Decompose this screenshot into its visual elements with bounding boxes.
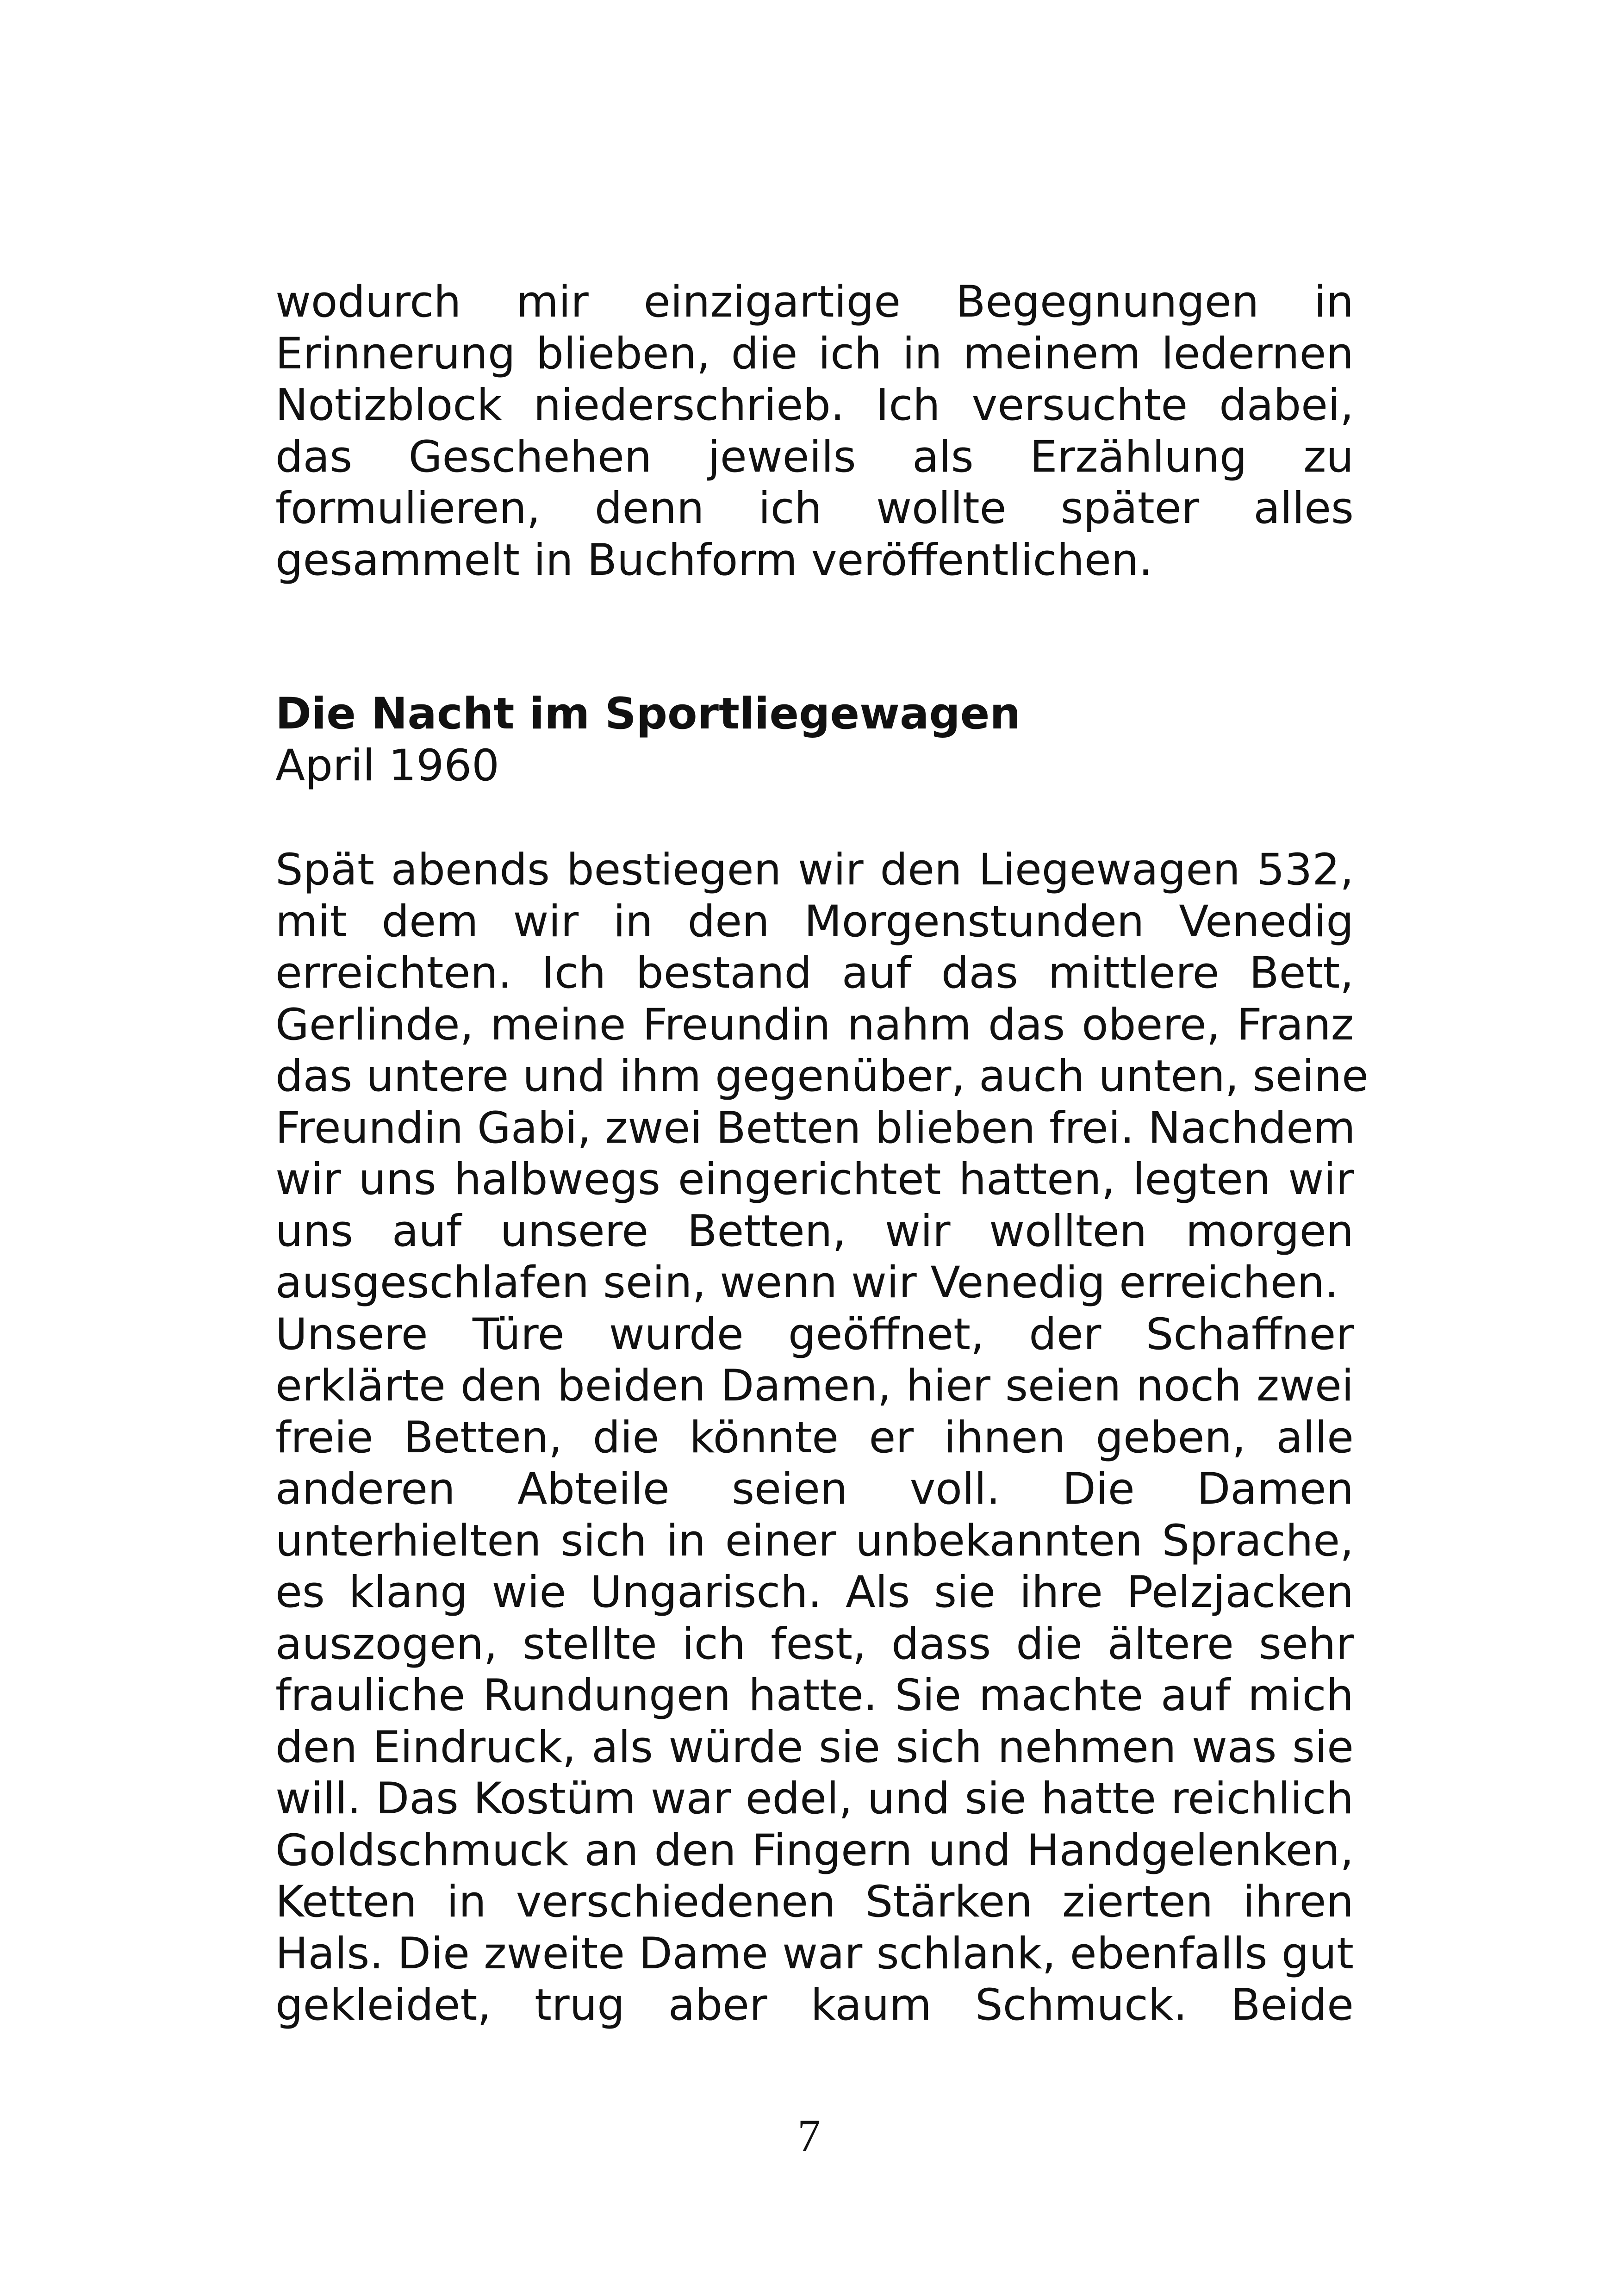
text-line: wir uns halbwegs eingerichtet hatten, legten wir bbox=[275, 1154, 1354, 1205]
section-header bbox=[275, 688, 1354, 791]
text-line: Gerlinde, meine Freundin nahm das obere, Franz bbox=[275, 999, 1354, 1050]
text-line: uns auf unsere Betten, wir wollten morgen bbox=[275, 1206, 1354, 1257]
text-line: formulieren, denn ich wollte später alles bbox=[275, 483, 1354, 534]
text-line: anderen Abteile seien voll. Die Damen bbox=[275, 1464, 1354, 1514]
text-line: das Geschehen jeweils als Erzählung zu bbox=[275, 431, 1354, 482]
body-paragraph bbox=[275, 844, 1369, 2031]
text-line: Erinnerung blieben, die ich in meinem ledernen bbox=[275, 328, 1354, 379]
intro-paragraph bbox=[275, 276, 1354, 586]
text-line: gekleidet, trug aber kaum Schmuck. Beide bbox=[275, 1980, 1354, 2030]
text-line: mit dem wir in den Morgenstunden Venedig bbox=[275, 896, 1354, 947]
text-line: Freundin Gabi, zwei Betten blieben frei. Nachdem bbox=[275, 1102, 1356, 1153]
text-line: den Eindruck, als würde sie sich nehmen was sie bbox=[275, 1722, 1354, 1773]
text-line: erklärte den beiden Damen, hier seien noch zwei bbox=[275, 1361, 1354, 1411]
text-line: Spät abends bestiegen wir den Liegewagen 532, bbox=[275, 845, 1354, 895]
text-line: will. Das Kostüm war edel, und sie hatte reichlich bbox=[275, 1773, 1354, 1824]
text-line: frauliche Rundungen hatte. Sie machte auf mich bbox=[275, 1670, 1354, 1721]
text-line: es klang wie Ungarisch. Als sie ihre Pelzjacken bbox=[275, 1567, 1354, 1618]
section-title: Die Nacht im Sportliegewagen bbox=[275, 689, 1021, 739]
text-line: erreichten. Ich bestand auf das mittlere Bett, bbox=[275, 948, 1354, 998]
text-line: Ketten in verschiedenen Stärken zierten ihren bbox=[275, 1877, 1354, 1927]
page-number: 7 bbox=[797, 2110, 821, 2161]
text-line: wodurch mir einzigartige Begegnungen in bbox=[275, 277, 1354, 327]
section-date: April 1960 bbox=[275, 740, 499, 791]
text-line: gesammelt in Buchform veröffentlichen. bbox=[275, 535, 1153, 585]
text-line: auszogen, stellte ich fest, dass die ältere sehr bbox=[275, 1618, 1354, 1669]
text-line: Goldschmuck an den Fingern und Handgelenken, bbox=[275, 1825, 1354, 1876]
text-line: Hals. Die zweite Dame war schlank, ebenfalls gut bbox=[275, 1928, 1354, 1979]
text-line: unterhielten sich in einer unbekannten Sprache, bbox=[275, 1515, 1354, 1566]
text-line: das untere und ihm gegenüber, auch unten, seine bbox=[275, 1051, 1369, 1101]
text-line: ausgeschlafen sein, wenn wir Venedig erreichen. bbox=[275, 1257, 1338, 1308]
text-line: Unsere Türe wurde geöffnet, der Schaffner bbox=[275, 1309, 1354, 1360]
text-line: freie Betten, die könnte er ihnen geben, alle bbox=[275, 1412, 1354, 1463]
text-line: Notizblock niederschrieb. Ich versuchte dabei, bbox=[275, 380, 1354, 430]
